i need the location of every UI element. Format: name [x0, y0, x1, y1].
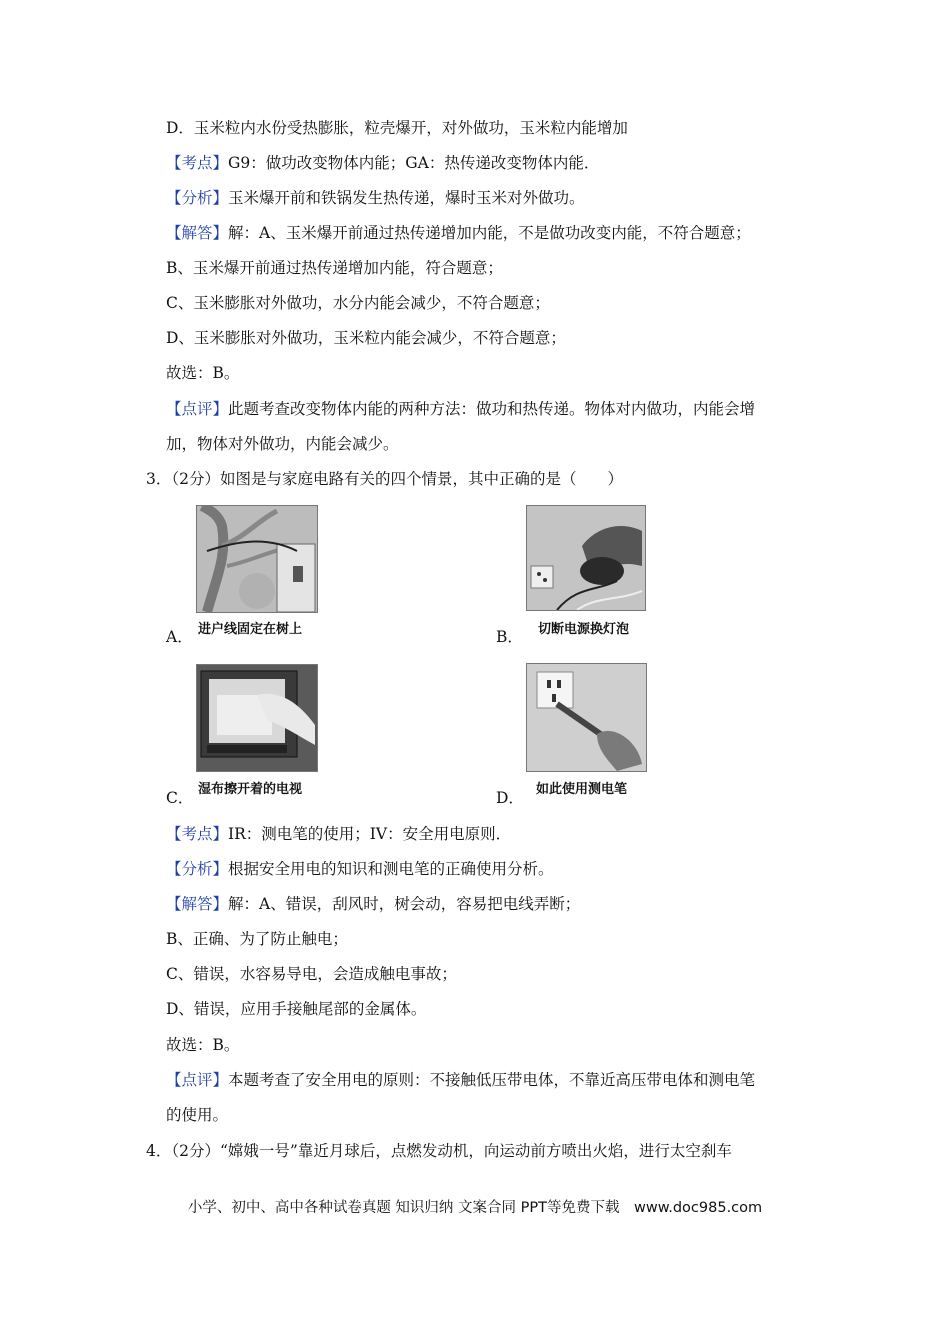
option-c-letter: C．	[166, 789, 194, 807]
q3-kaodian-text: IR：测电笔的使用；IV：安全用电原则．	[228, 825, 512, 843]
q3-dianping-line	[166, 1069, 755, 1091]
q3-jieda-line	[166, 893, 580, 915]
q3-answer-c: C、错误，水容易导电，会造成触电事故；	[166, 965, 457, 983]
q3-dianping-tag: 【点评】	[166, 1071, 229, 1089]
fenxi-text: 玉米爆开前和铁锅发生热传递，爆时玉米对外做功。	[228, 189, 585, 207]
answer-d: D、玉米膨胀对外做功，玉米粒内能会减少，不符合题意；	[166, 329, 566, 347]
dianping-text: 此题考查改变物体内能的两种方法：做功和热传递。物体对内做功，内能会增	[228, 400, 756, 418]
option-a-letter: A．	[166, 628, 193, 646]
q3-jieda-tag: 【解答】	[166, 895, 229, 913]
option-d-letter: D．	[496, 789, 524, 807]
wire-on-tree-image	[196, 505, 318, 613]
q3-answer-d: D、错误，应用手接触尾部的金属体。	[166, 1000, 427, 1018]
q3-fenxi-line	[166, 858, 554, 880]
changing-bulb-image	[526, 505, 646, 611]
q3-fenxi-tag: 【分析】	[166, 860, 229, 878]
answer-b: B、玉米爆开前通过热传递增加内能，符合题意；	[166, 259, 503, 277]
dianping-tag: 【点评】	[166, 400, 229, 418]
jieda-tag: 【解答】	[166, 224, 229, 242]
q3-jieda-text: 解：A、错误，刮风时，树会动，容易把电线弄断；	[228, 895, 581, 913]
option-b-caption: 切断电源换灯泡	[538, 622, 630, 637]
q3-stem: 3．（2分）如图是与家庭电路有关的四个情景，其中正确的是（ ）	[146, 470, 623, 488]
kaodian-text: G9：做功改变物体内能；GA：热传递改变物体内能．	[228, 154, 600, 172]
option-a-caption: 进户线固定在树上	[198, 622, 303, 637]
test-pen-image	[526, 663, 647, 772]
kaodian-line	[166, 152, 599, 174]
q3-dianping-cont: 的使用。	[166, 1106, 229, 1124]
jieda-line	[166, 222, 751, 244]
q3-fenxi-text: 根据安全用电的知识和测电笔的正确使用分析。	[228, 860, 554, 878]
option-d: D．玉米粒内水份受热膨胀，粒壳爆开，对外做功，玉米粒内能增加	[166, 119, 628, 137]
choice-line: 故选：B。	[166, 364, 240, 382]
fenxi-line	[166, 187, 585, 209]
wet-cloth-tv-image	[196, 664, 318, 772]
dianping-cont: 加，物体对外做功，内能会减少。	[166, 435, 399, 453]
option-c-caption: 湿布擦开着的电视	[198, 782, 303, 797]
q3-answer-b: B、正确、为了防止触电；	[166, 930, 348, 948]
jieda-text: 解：A、玉米爆开前通过热传递增加内能，不是做功改变内能，不符合题意；	[228, 224, 751, 242]
fenxi-tag: 【分析】	[166, 189, 229, 207]
option-b-letter: B．	[496, 628, 523, 646]
kaodian-tag: 【考点】	[166, 154, 229, 172]
dianping-line	[166, 398, 755, 420]
q3-kaodian-line	[166, 823, 511, 845]
q4-stem: 4．（2分）“嫦娥一号”靠近月球后，点燃发动机，向运动前方喷出火焰，进行太空刹车	[146, 1142, 732, 1160]
q3-choice: 故选：B。	[166, 1036, 240, 1054]
page-footer: 小学、初中、高中各种试卷真题 知识归纳 文案合同 PPT等免费下载 www.doc985.com	[187, 1200, 763, 1216]
answer-c: C、玉米膨胀对外做功，水分内能会减少，不符合题意；	[166, 294, 550, 312]
option-d-caption: 如此使用测电笔	[536, 782, 628, 797]
q3-dianping-text: 本题考查了安全用电的原则：不接触低压带电体，不靠近高压带电体和测电笔	[228, 1071, 756, 1089]
q3-kaodian-tag: 【考点】	[166, 825, 229, 843]
